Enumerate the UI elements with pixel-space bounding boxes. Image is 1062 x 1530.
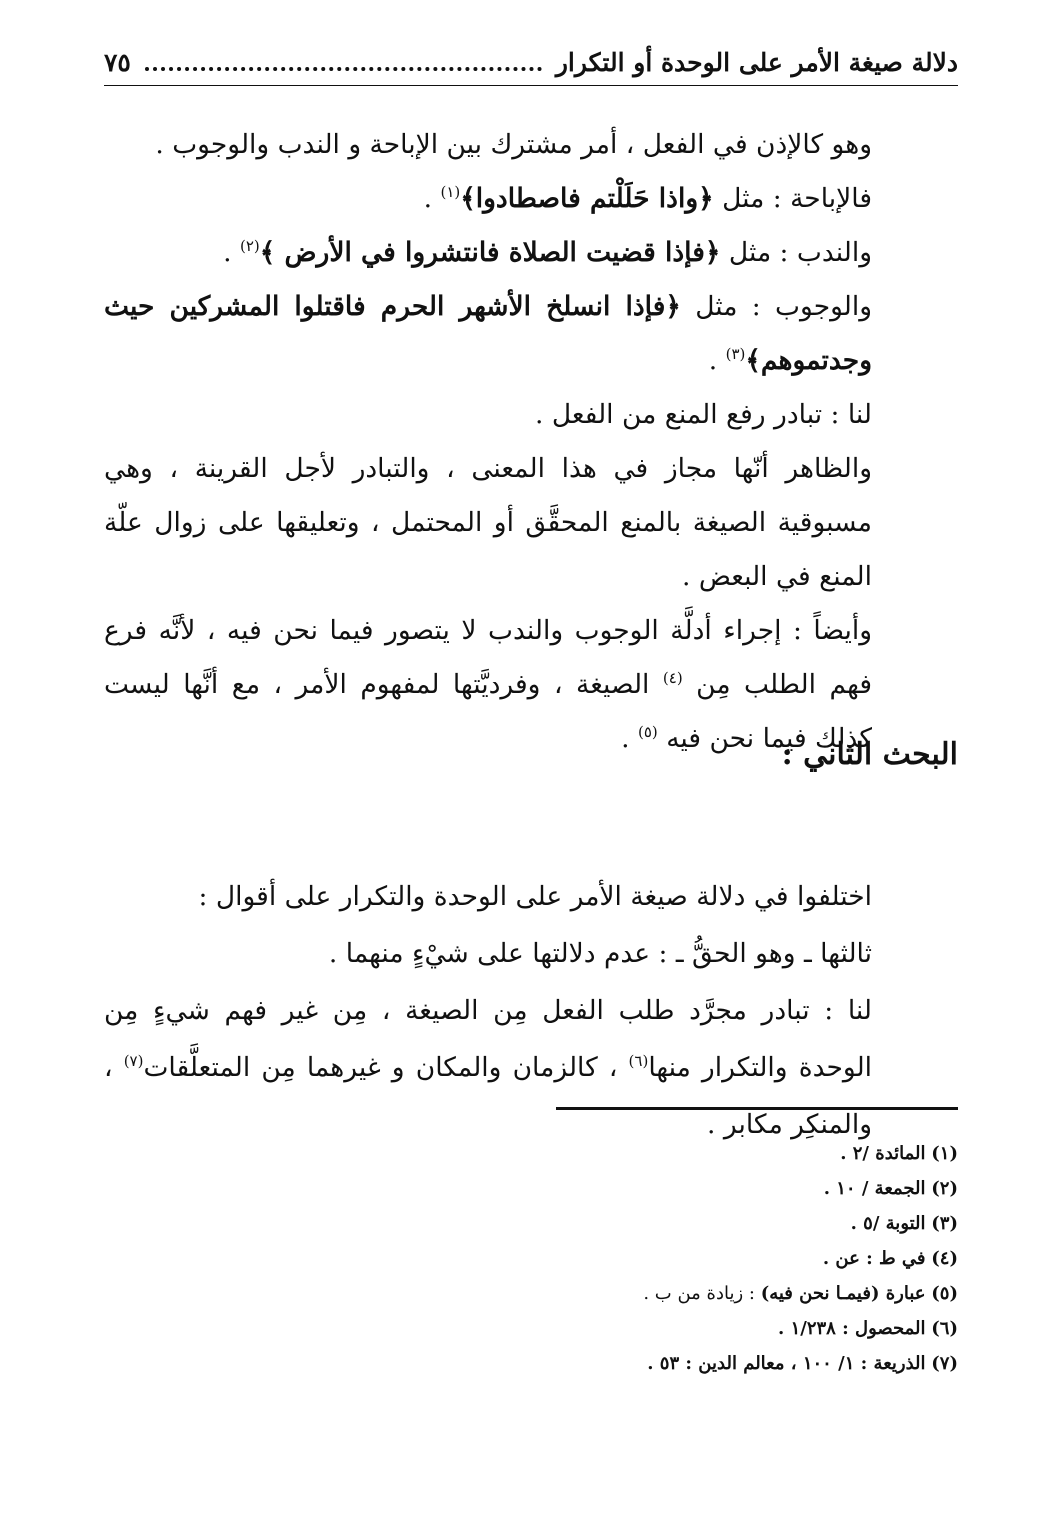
line-wujub: والوجوب : مثل ﴿فإذا انسلخ الأشهر الحرم فاقتلوا المشركين حيث وجدتموهم﴾$^{(٣)}$ . [104,291,872,376]
line-lana: لنا : تبادر رفع المنع من الفعل . [535,399,872,430]
page-number: ٧٥ [104,48,131,77]
line-ibaha: فالإباحة : مثل ﴿واذا حَلَلْتم فاصطادوا﴾$^{(١)}$ . [423,183,872,214]
paragraph-aydan: وأيضاً : إجراء أدلَّة الوجوب والندب لا يتصور فيما نحن فيه ، لأنَّه فرع فهم الطلب مِن $^{(٤)}$ الصيغة ، وفرديَّتها لمفهوم الأمر ، مع أنَّها ليست كذلك فيما نحن فيه $^{(٥)}$ . [104,615,872,754]
leader-dots [145,67,542,71]
running-title: دلالة صيغة الأمر على الوحدة أو التكرار [555,48,958,77]
footnote-ref: (٦) [628,1052,649,1071]
paragraph-zahir: والظاهر أنّها مجاز في هذا المعنى ، والتبادر لأجل القرينة ، وهي مسبوقية الصيغة بالمنع المحقَّق أو المحتمل ، وتعليقها على زوال علّة المنع في البعض . [104,453,872,592]
footnotes [104,1136,958,1381]
quran-quote: ﴿فإذا انسلخ الأشهر الحرم فاقتلوا المشركين حيث وجدتموهم﴾ [104,291,872,376]
line-thalithuha: ثالثها ـ وهو الحقُّ ـ : عدم دلالتها على شيْءٍ منهما . [328,938,872,969]
footnote-ref: (٣) [725,345,746,364]
section-one-text [104,118,958,766]
quran-quote: ﴿واذا حَلَلْتم فاصطادوا﴾ [460,183,714,214]
quran-quote: ﴿فإذا قضيت الصلاة فانتشروا في الأرض ﴾ [259,237,721,268]
footnote-ref: (١) [440,183,461,202]
line-ikhtalafu: اختلفوا في دلالة صيغة الأمر على الوحدة والتكرار على أقوال : [198,881,872,912]
section-two-text [104,868,958,1153]
paragraph-lana: لنا : تبادر مجرَّد طلب الفعل مِن الصيغة ، مِن غير فهم شيءٍ مِن الوحدة والتكرار منها$^{(٦)}$ ، كالزمان والمكان و غيرهما مِن المتعلَّقات$^{(٧)}$ ، والمنكِر مكابر . [104,995,873,1140]
footnote-5: (٥) عبارة (فيمـا نحن فيه) : زيادة من ب . [643,1283,958,1304]
footnote-ref: (٧) [123,1052,144,1071]
line-permission-general: وهو كالإذن في الفعل ، أمر مشترك بين الإباحة و الندب والوجوب . [155,129,872,160]
section-heading: البحث الثاني : [781,737,958,772]
footnote-1: (١) المائدة /٢ . [840,1143,958,1164]
footnote-6: (٦) المحصول : ١/٢٣٨ . [778,1318,958,1339]
running-header [104,48,958,86]
footnote-divider [556,1107,958,1110]
line-nadb: والندب : مثل ﴿فإذا قضيت الصلاة فانتشروا في الأرض ﴾$^{(٢)}$ . [223,237,872,268]
footnote-2: (٢) الجمعة / ١٠ . [823,1178,958,1199]
footnote-3: (٣) التوبة /٥ . [850,1213,958,1234]
footnote-ref: (٤) [662,669,683,688]
footnote-4: (٤) في ط : عن . [822,1248,958,1269]
footnote-7: (٧) الذريعة : ١/ ١٠٠ ، معالم الدين : ٥٣ . [647,1353,958,1374]
footnote-ref: (٥) [638,723,658,742]
footnote-ref: (٢) [239,237,260,256]
